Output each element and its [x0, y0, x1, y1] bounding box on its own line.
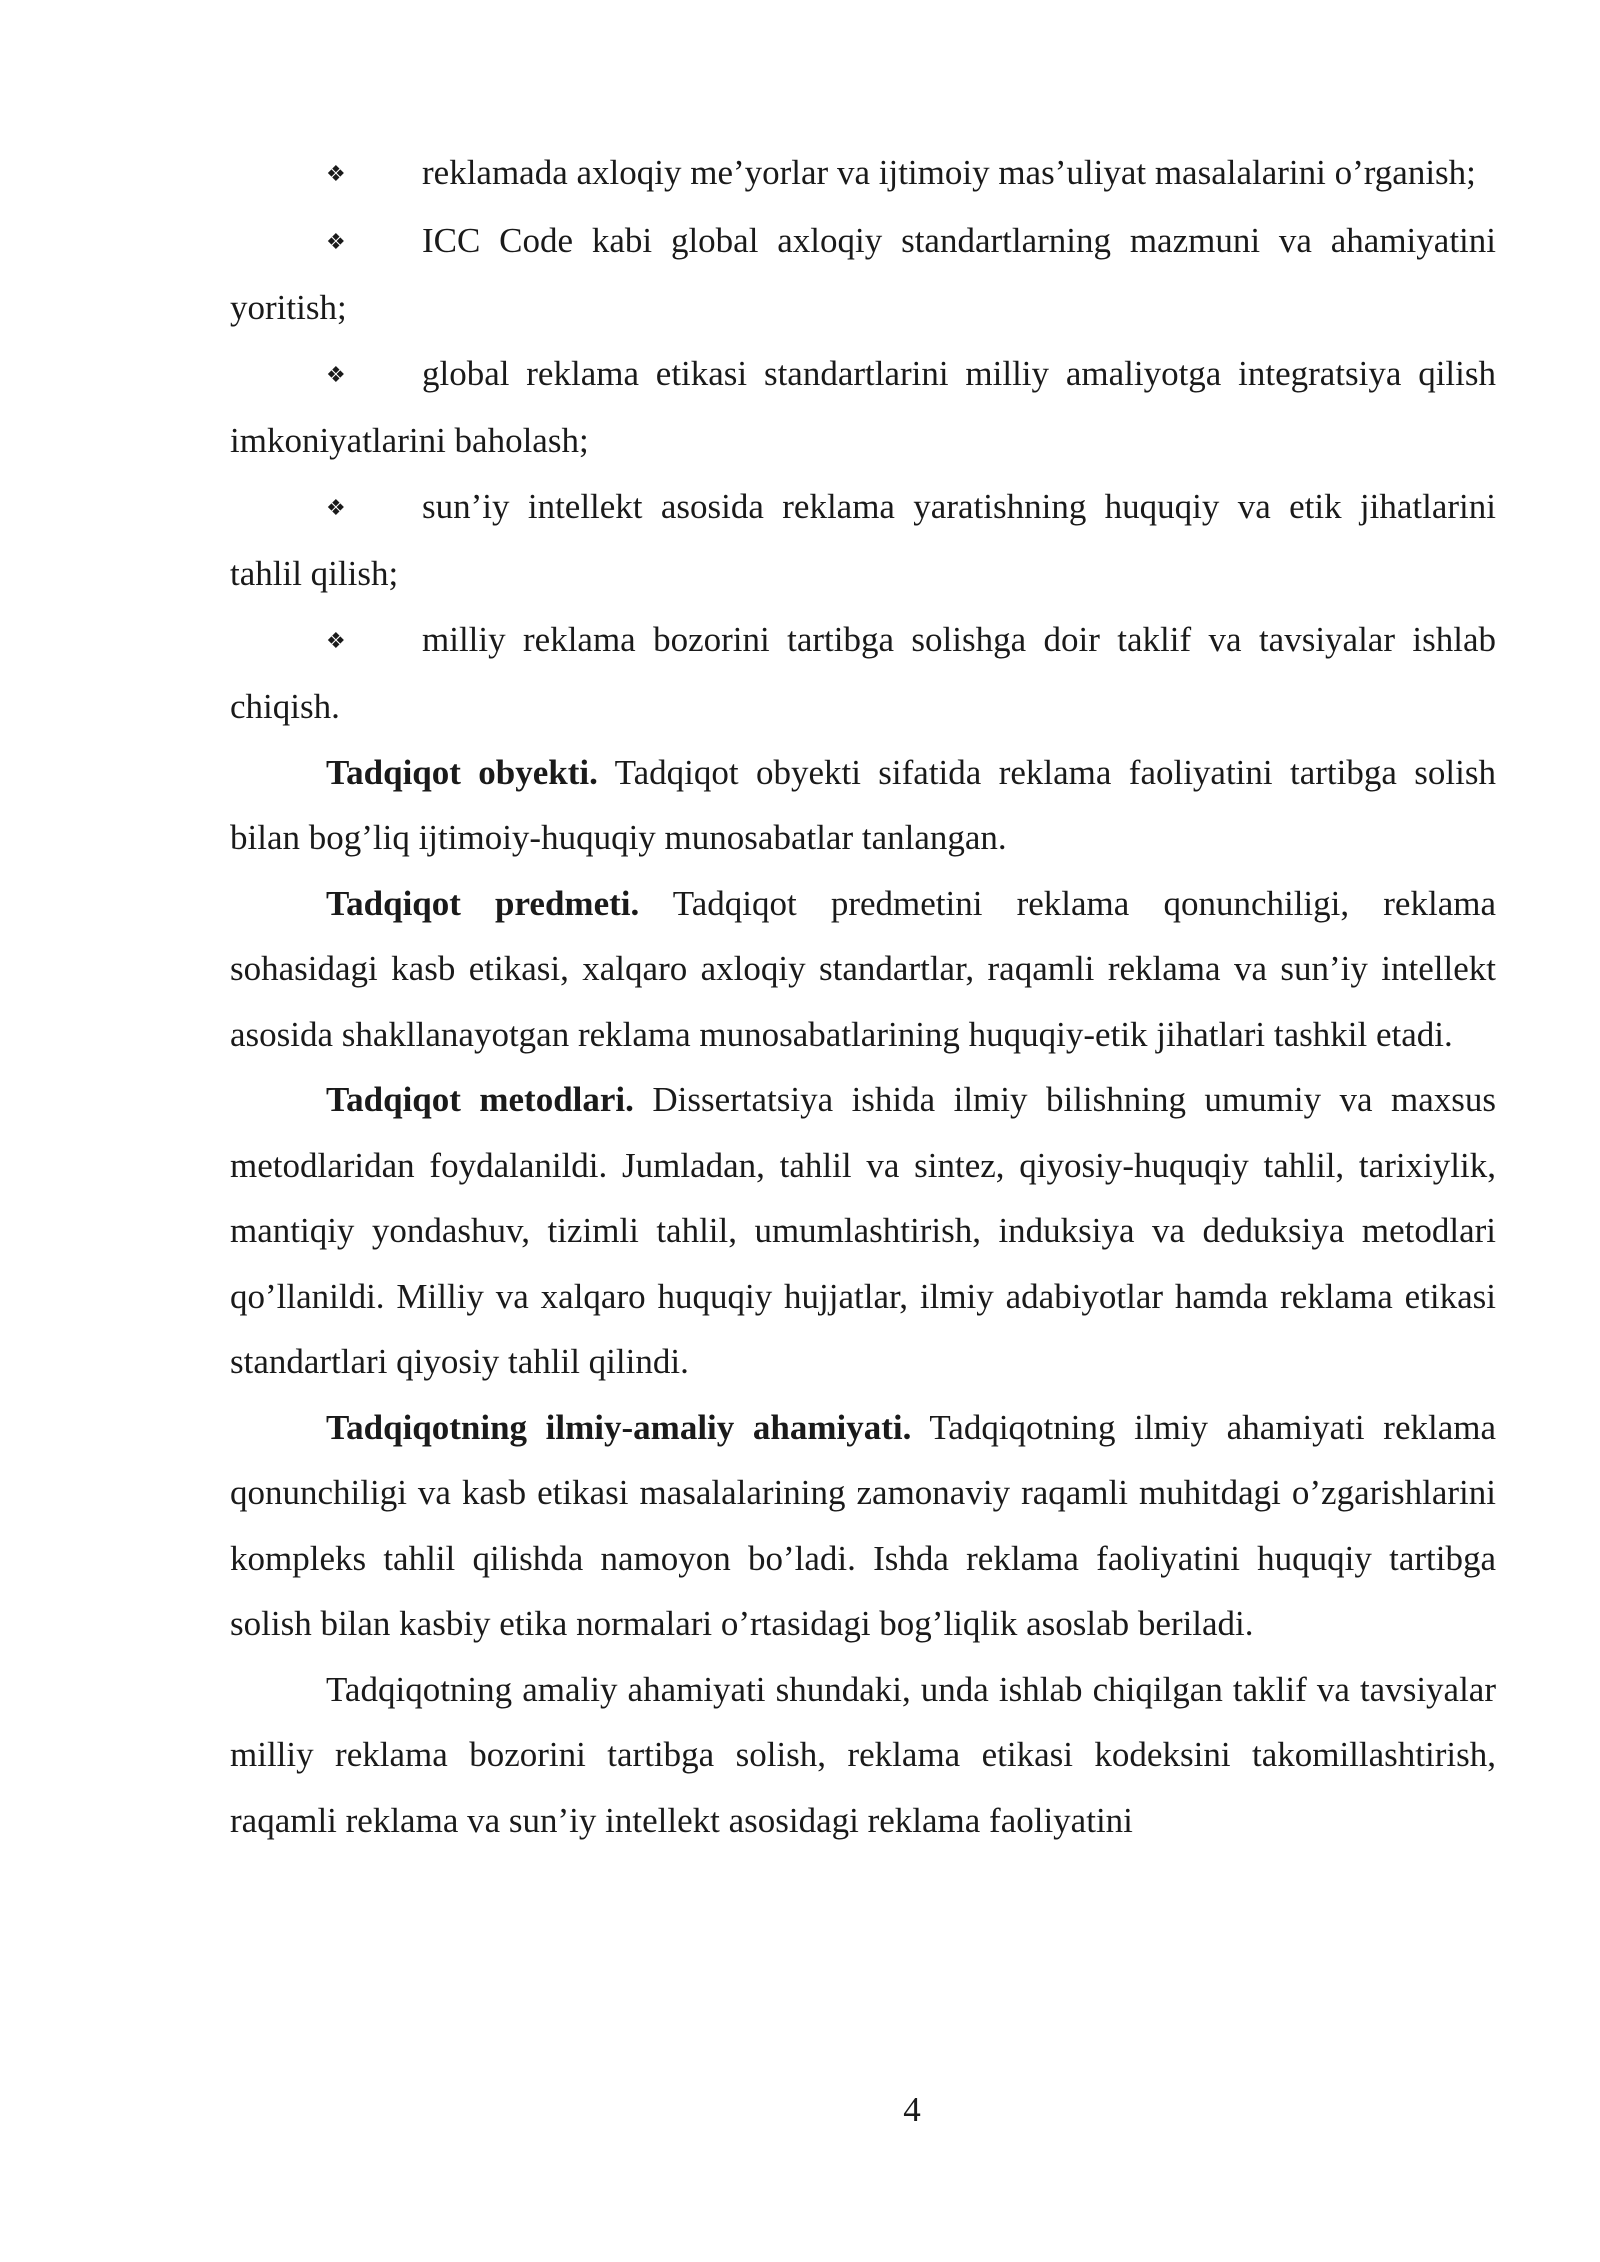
paragraph-practical-significance: Tadqiqotning amaliy ahamiyati shundaki, unda ishlab chiqilgan taklif va tavsiyalar milliy reklama bozorini tartibga solish, reklama etikasi kodeksini takomillashtirish, raqamli reklama va sun’iy intellekt asosidagi reklama faoliyatini — [230, 1669, 1496, 1840]
diamond-bullet-icon: ❖ — [326, 628, 346, 654]
section-research-object — [230, 740, 1496, 871]
bullet-text: milliy reklama bozorini tartibga solishga doir taklif va tavsiyalar ishlab chiqish. — [230, 619, 1496, 726]
diamond-bullet-icon: ❖ — [326, 495, 346, 521]
diamond-bullet-icon: ❖ — [326, 362, 346, 388]
section-scientific-practical-significance — [230, 1395, 1496, 1657]
section-text: Tadqiqot predmetini reklama qonunchiligi, reklama sohasidagi kasb etikasi, xalqaro axloqiy standartlar, raqamli reklama va sun’iy intellekt asosida shakllanayotgan reklama munosabatlarining huquqiy-etik jihatlari tashkil etadi. — [230, 883, 1496, 1054]
bullet-item-2 — [230, 208, 1496, 341]
diamond-bullet-icon: ❖ — [326, 229, 346, 255]
section-text: Tadqiqotning ilmiy ahamiyati reklama qonunchiligi va kasb etikasi masalalarining zamonaviy raqamli muhitdagi o’zgarishlarini kompleks tahlil qilishda namoyon bo’ladi. Ishda reklama faoliyatini huquqiy tartibga solish bilan kasbiy etika normalari o’rtasidagi bog’liqlik asoslab beriladi. — [230, 1407, 1496, 1643]
section-heading: Tadqiqotning ilmiy-amaliy ahamiyati. — [326, 1407, 912, 1447]
section-heading: Tadqiqot predmeti. — [326, 883, 640, 923]
bullet-item-4 — [230, 474, 1496, 607]
diamond-bullet-icon: ❖ — [326, 162, 346, 187]
page-number: 4 — [903, 2090, 921, 2129]
bullet-item-1 — [230, 140, 1496, 208]
bullet-text: ICC Code kabi global axloqiy standartlarning mazmuni va ahamiyatini yoritish; — [230, 220, 1496, 327]
bullet-item-3 — [230, 341, 1496, 474]
bullet-text: sun’iy intellekt asosida reklama yaratishning huquqiy va etik jihatlarini tahlil qilish; — [230, 486, 1496, 593]
section-heading: Tadqiqot obyekti. — [326, 752, 598, 792]
bullet-text: global reklama etikasi standartlarini milliy amaliyotga integratsiya qilish imkoniyatlarini baholash; — [230, 353, 1496, 460]
bullet-item-5 — [230, 607, 1496, 740]
section-text: Tadqiqot obyekti sifatida reklama faoliyatini tartibga solish bilan bog’liq ijtimoiy-huquqiy munosabatlar tanlangan. — [230, 752, 1496, 857]
section-text: Dissertatsiya ishida ilmiy bilishning umumiy va maxsus metodlaridan foydalanildi. Jumladan, tahlil va sintez, qiyosiy-huquqiy tahlil, tarixiylik, mantiqiy yondashuv, tizimli tahlil, umumlashtirish, induksiya va deduksiya metodlari qo’llanildi. Milliy va xalqaro huquqiy hujjatlar, ilmiy adabiyotlar hamda reklama etikasi standartlari qiyosiy tahlil qilindi. — [230, 1080, 1496, 1381]
section-research-subject — [230, 871, 1496, 1068]
section-heading: Tadqiqot metodlari. — [326, 1080, 634, 1119]
bullet-text: reklamada axloqiy me’yorlar va ijtimoiy mas’uliyat masalalarini o’rganish; — [422, 153, 1476, 192]
section-research-methods — [230, 1067, 1496, 1395]
document-page — [230, 140, 1496, 1853]
